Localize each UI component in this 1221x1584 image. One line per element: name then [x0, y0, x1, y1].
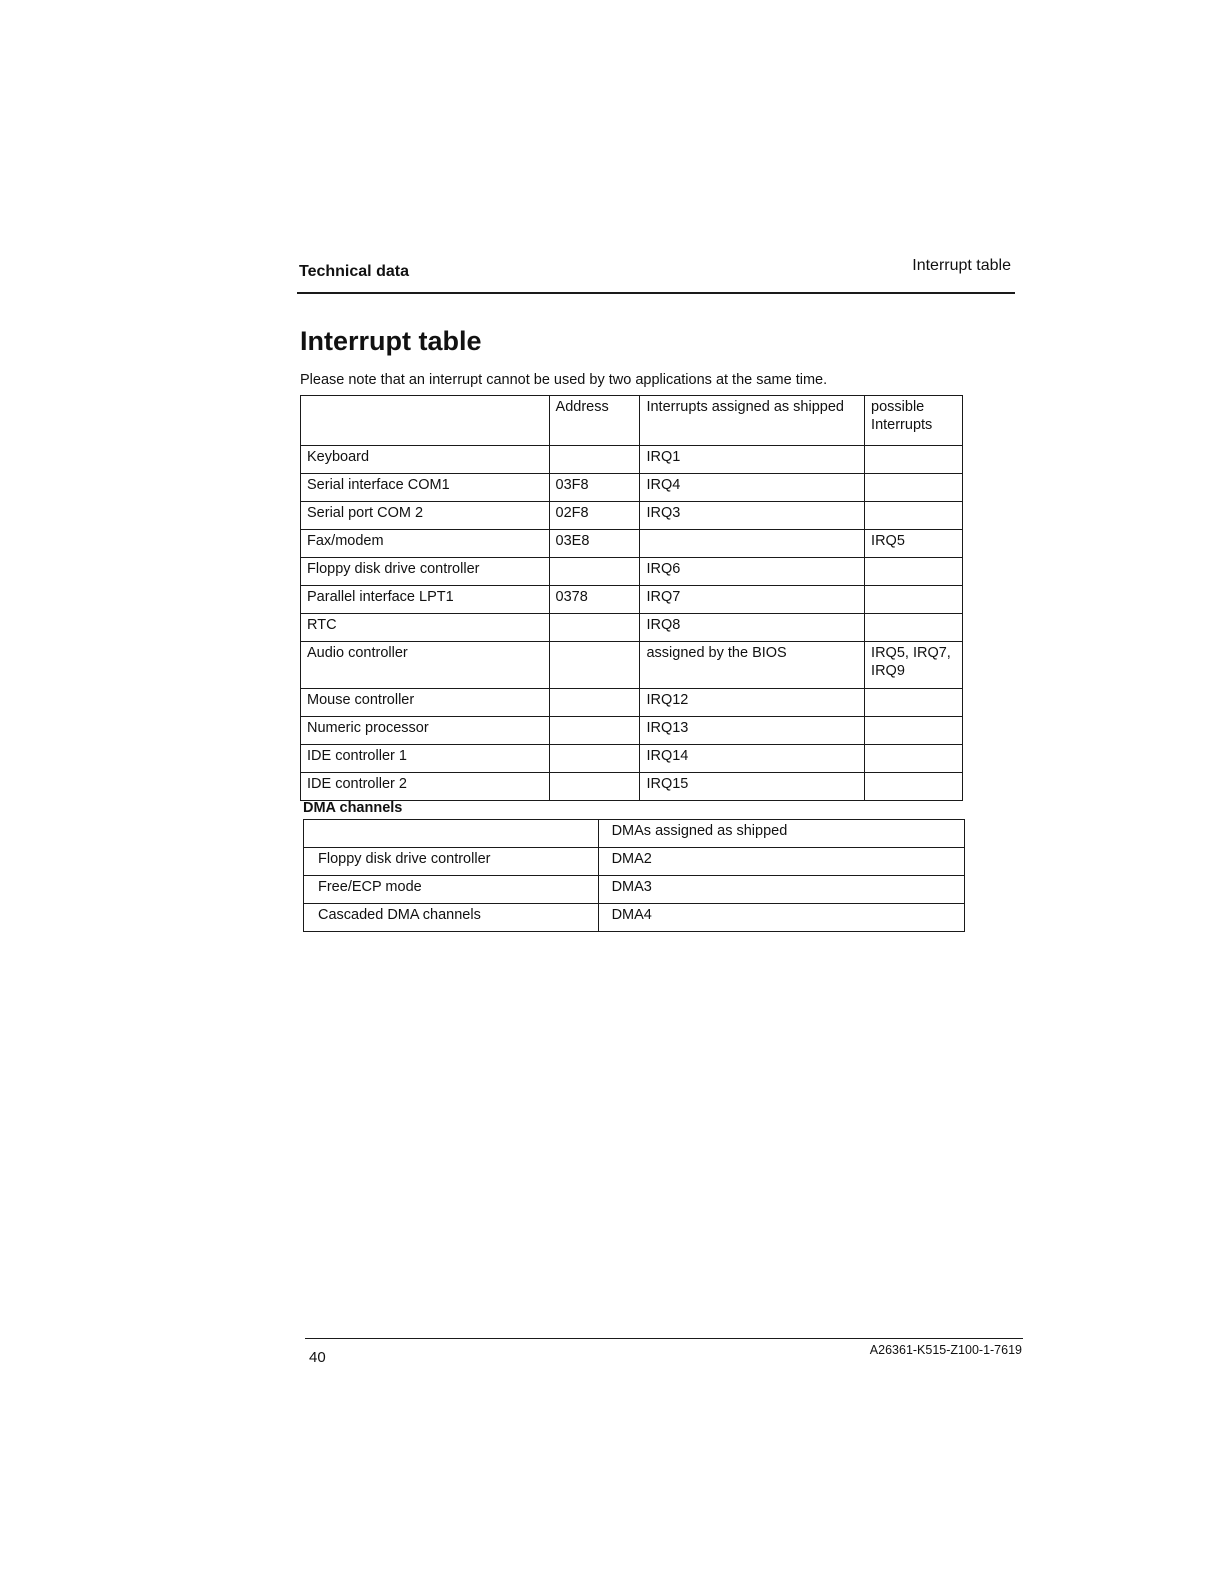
- table-row: [304, 876, 965, 904]
- table-row: [301, 558, 963, 586]
- document-code: A26361-K515-Z100-1-7619: [869, 1343, 1022, 1357]
- possible-cell: [865, 717, 963, 745]
- device-cell: IDE controller 2: [301, 773, 550, 801]
- possible-cell: [865, 446, 963, 474]
- address-cell: [549, 689, 640, 717]
- address-cell: [549, 558, 640, 586]
- table-row: [304, 848, 965, 876]
- table-row: [301, 474, 963, 502]
- device-cell: RTC: [301, 614, 550, 642]
- table-row: [301, 446, 963, 474]
- dma-cell: DMA3: [598, 876, 964, 904]
- device-cell: Fax/modem: [301, 530, 550, 558]
- device-cell: Floppy disk drive controller: [304, 848, 599, 876]
- dma-table-header: [304, 820, 965, 848]
- table-row: [301, 530, 963, 558]
- dma-cell: DMA4: [598, 904, 964, 932]
- dma-table: [303, 819, 965, 932]
- possible-cell: [865, 614, 963, 642]
- possible-cell: [865, 773, 963, 801]
- device-cell: Serial interface COM1: [301, 474, 550, 502]
- assigned-cell: IRQ15: [640, 773, 865, 801]
- device-cell: Free/ECP mode: [304, 876, 599, 904]
- interrupt-table: [300, 395, 963, 801]
- address-cell: [549, 642, 640, 689]
- device-cell: Parallel interface LPT1: [301, 586, 550, 614]
- possible-cell: [865, 745, 963, 773]
- address-cell: [549, 614, 640, 642]
- header-cell-possible: possible Interrupts: [865, 396, 963, 446]
- device-cell: Cascaded DMA channels: [304, 904, 599, 932]
- address-cell: [549, 446, 640, 474]
- header-section-title: Technical data: [299, 263, 409, 280]
- assigned-cell: IRQ4: [640, 474, 865, 502]
- dma-cell: DMA2: [598, 848, 964, 876]
- table-row: [301, 502, 963, 530]
- possible-cell: [865, 586, 963, 614]
- possible-cell: [865, 502, 963, 530]
- address-cell: [549, 745, 640, 773]
- address-cell: 0378: [549, 586, 640, 614]
- table-row: [301, 689, 963, 717]
- running-header: [297, 254, 1015, 294]
- table-row: [301, 586, 963, 614]
- possible-cell: [865, 474, 963, 502]
- address-cell: 03E8: [549, 530, 640, 558]
- table-row: [301, 717, 963, 745]
- possible-cell: [865, 558, 963, 586]
- assigned-cell: IRQ1: [640, 446, 865, 474]
- assigned-cell: IRQ8: [640, 614, 865, 642]
- device-cell: Numeric processor: [301, 717, 550, 745]
- header-cell-device: [304, 820, 599, 848]
- possible-cell: IRQ5: [865, 530, 963, 558]
- address-cell: [549, 717, 640, 745]
- table-row: [301, 773, 963, 801]
- header-cell-device: [301, 396, 550, 446]
- device-cell: Serial port COM 2: [301, 502, 550, 530]
- table-row: [301, 745, 963, 773]
- assigned-cell: IRQ13: [640, 717, 865, 745]
- footer-divider: [305, 1338, 1023, 1339]
- assigned-cell: IRQ6: [640, 558, 865, 586]
- assigned-cell: IRQ7: [640, 586, 865, 614]
- address-cell: [549, 773, 640, 801]
- dma-heading: DMA channels: [303, 800, 403, 816]
- assigned-cell: assigned by the BIOS: [640, 642, 865, 689]
- table-row: [301, 642, 963, 689]
- assigned-cell: [640, 530, 865, 558]
- possible-cell: IRQ5, IRQ7, IRQ9: [865, 642, 963, 689]
- device-cell: Mouse controller: [301, 689, 550, 717]
- page-number: 40: [309, 1349, 326, 1366]
- table-row: [301, 614, 963, 642]
- header-cell-assigned: Interrupts assigned as shipped: [640, 396, 865, 446]
- address-cell: 03F8: [549, 474, 640, 502]
- device-cell: Floppy disk drive controller: [301, 558, 550, 586]
- page-title: Interrupt table: [300, 326, 482, 356]
- device-cell: IDE controller 1: [301, 745, 550, 773]
- address-cell: 02F8: [549, 502, 640, 530]
- interrupt-table-header: [301, 396, 963, 446]
- assigned-cell: IRQ14: [640, 745, 865, 773]
- intro-note: Please note that an interrupt cannot be used by two applications at the same time.: [300, 372, 828, 388]
- header-cell-address: Address: [549, 396, 640, 446]
- assigned-cell: IRQ3: [640, 502, 865, 530]
- device-cell: Audio controller: [301, 642, 550, 689]
- header-topic: Interrupt table: [912, 257, 1011, 274]
- device-cell: Keyboard: [301, 446, 550, 474]
- table-row: [304, 904, 965, 932]
- possible-cell: [865, 689, 963, 717]
- assigned-cell: IRQ12: [640, 689, 865, 717]
- header-cell-dma: DMAs assigned as shipped: [598, 820, 964, 848]
